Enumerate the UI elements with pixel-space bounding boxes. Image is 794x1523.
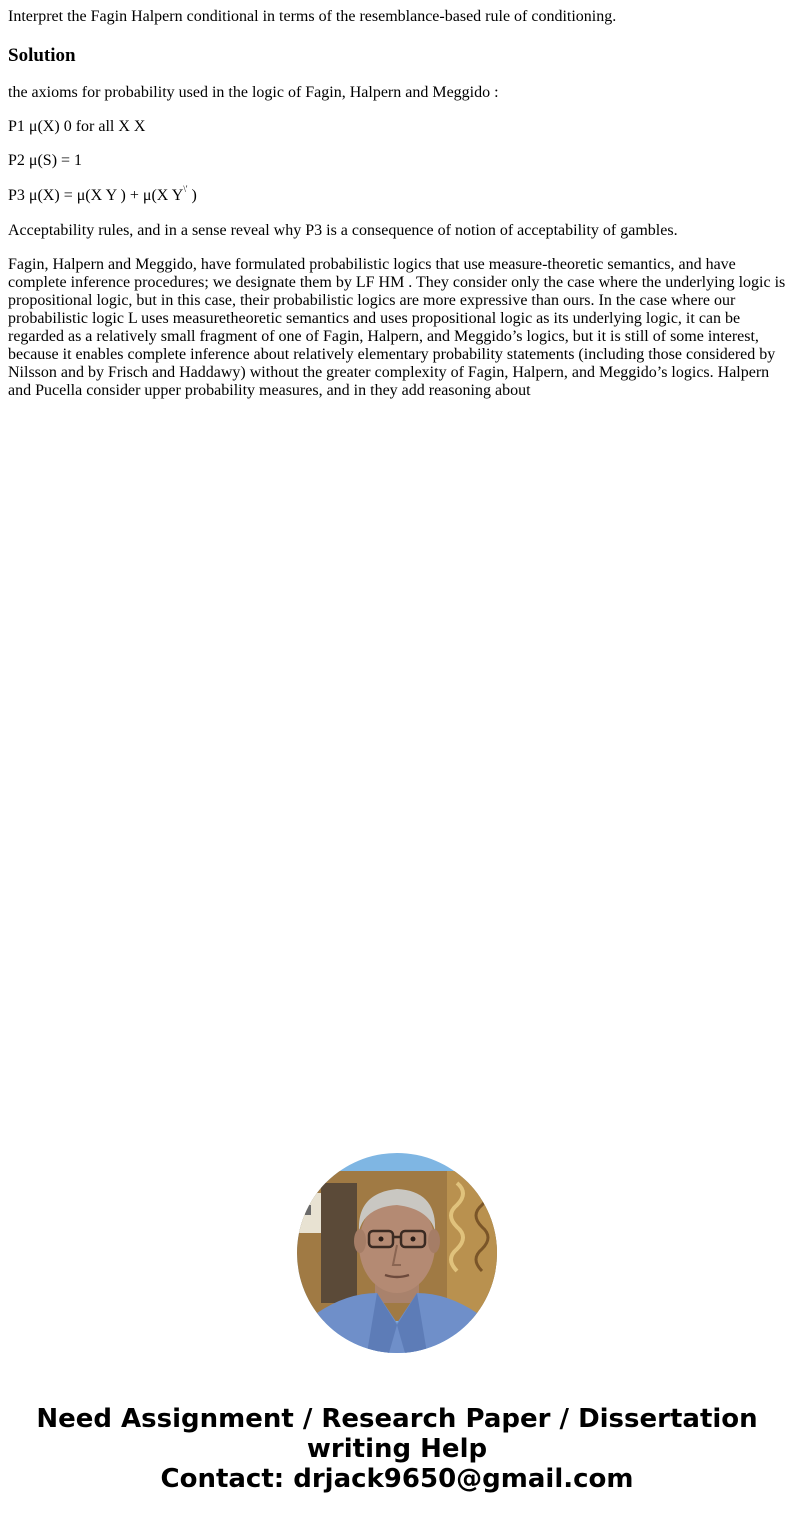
body-paragraph: Fagin, Halpern and Meggido, have formulated probabilistic logics that use measure-theoretic semantics, and have complete inference procedures; we designate them by LF HM . They consider only the case where the underlying logic is propositional logic, but in this case, their probabilistic logics are more expressive than ours. In the case where our probabilistic logic L uses measuretheoretic semantics and uses propositional logic as its underlying logic, it can be regarded as a relatively small fragment of one of Fagin, Halpern, and Meggido’s logics, but it is still of some interest, because it enables complete inference about relatively elementary probability statements (including those considered by Nilsson and by Frisch and Haddawy) without the greater complexity of Fagin, Halpern, and Meggido’s logics. Halpern and Pucella consider upper probability measures, and in they add reasoning about — [8, 256, 786, 399]
solution-heading: Solution — [8, 45, 76, 66]
axiom-p3-end: ) — [187, 187, 197, 204]
author-photo-illustration — [297, 1153, 497, 1353]
document-content — [8, 8, 786, 400]
question-text: Interpret the Fagin Halpern conditional in terms of the resemblance-based rule of conditioning. — [8, 8, 617, 25]
intro-paragraph: the axioms for probability used in the logic of Fagin, Halpern and Meggido : — [8, 84, 499, 101]
acceptability-paragraph: Acceptability rules, and in a sense reveal why P3 is a consequence of notion of acceptability of gambles. — [8, 222, 678, 239]
axiom-p3-superscript: \' — [183, 184, 188, 194]
banner-line-1: Need Assignment / Research Paper / Dissertation — [36, 1404, 758, 1434]
banner-contact: Contact: drjack9650@gmail.com — [160, 1464, 634, 1494]
promo-banner — [0, 1404, 794, 1494]
axiom-p1: P1 μ(X) 0 for all X X — [8, 118, 146, 135]
axiom-p2: P2 μ(S) = 1 — [8, 152, 83, 169]
axiom-p3 — [8, 184, 786, 205]
axiom-p3-main: P3 μ(X) = μ(X Y ) + μ(X Y — [8, 187, 184, 204]
author-avatar — [297, 1153, 497, 1353]
banner-line-2: writing Help — [306, 1434, 488, 1464]
